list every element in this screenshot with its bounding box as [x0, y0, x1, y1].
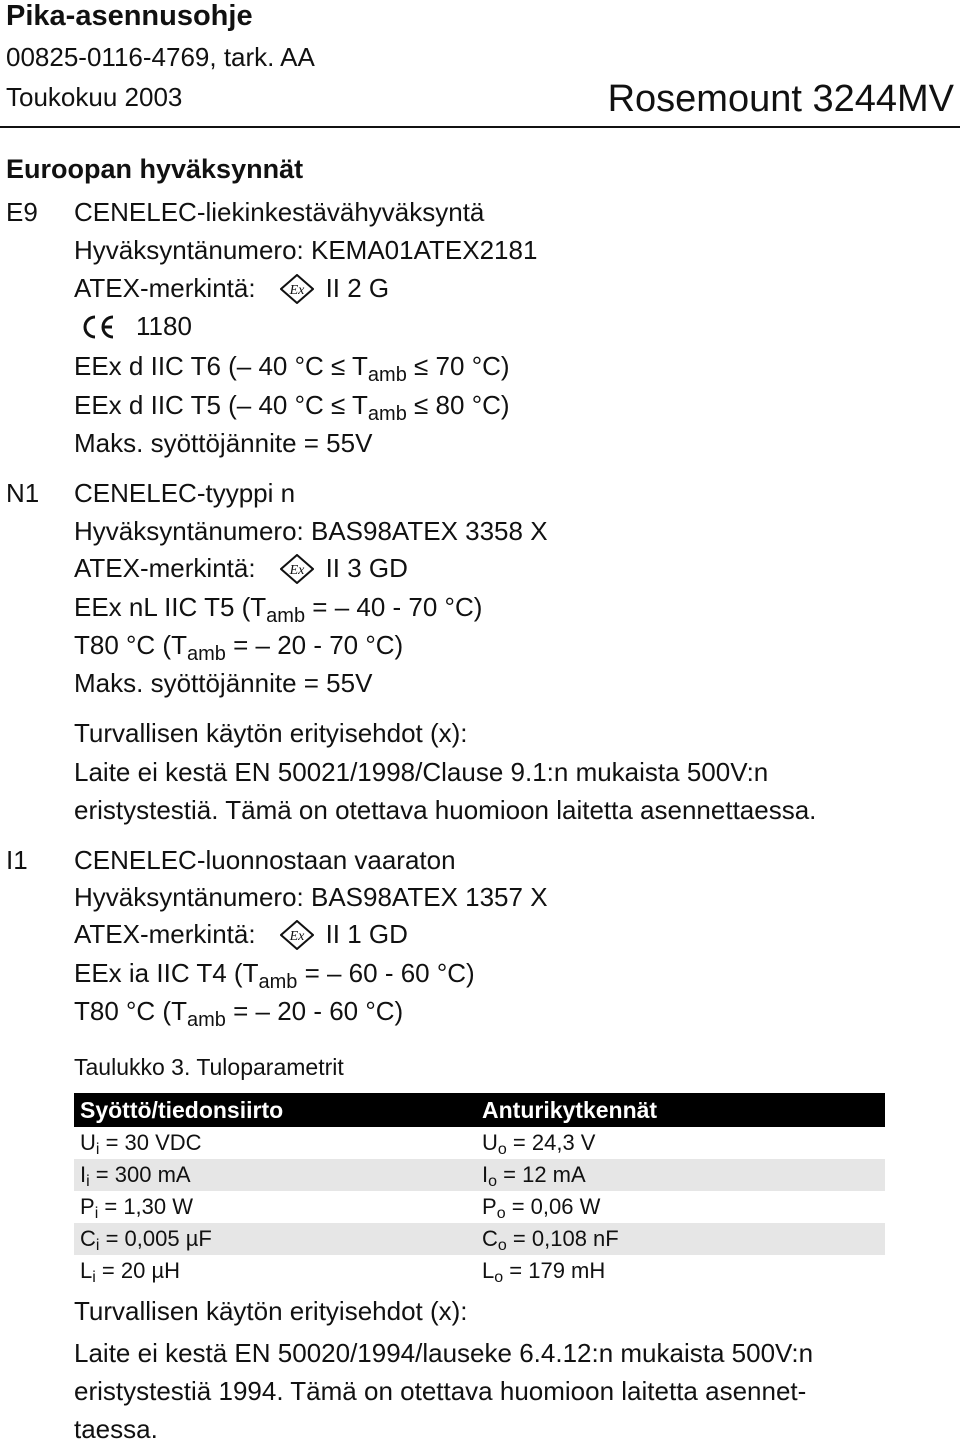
table-cell: $U_o = 24,3$ V: [482, 1130, 596, 1158]
e9-title: CENELEC-liekinkestävähyväksyntä: [74, 197, 485, 227]
approval-code-e9: E9: [6, 197, 38, 227]
document-number: 00825-0116-4769, tark. AA: [6, 42, 315, 72]
e9-max-voltage: Maks. syöttöjännite = 55V: [74, 428, 373, 458]
svg-text:Ex: Ex: [289, 563, 304, 578]
atex-value: II 1 GD: [325, 919, 408, 949]
document-title: Pika-asennusohje: [6, 0, 253, 32]
input-parameters-table: [74, 1093, 885, 1287]
table-row: [74, 1255, 885, 1287]
table-cell: $U_i = 30$ VDC: [80, 1130, 202, 1158]
atex-label: ATEX-merkintä:: [74, 273, 256, 303]
e9-approval-number: Hyväksyntänumero: KEMA01ATEX2181: [74, 235, 538, 265]
table-row: [74, 1159, 885, 1191]
table-row: [74, 1223, 885, 1255]
product-name: Rosemount 3244MV: [607, 78, 954, 120]
table-row: [74, 1127, 885, 1159]
approval-code-i1: I1: [6, 845, 28, 875]
i1-approval-number: Hyväksyntänumero: BAS98ATEX 1357 X: [74, 882, 548, 912]
table-header-row: [74, 1093, 885, 1127]
n1-approval-number: Hyväksyntänumero: BAS98ATEX 3358 X: [74, 516, 548, 546]
i1-special-conditions-line-3: taessa.: [74, 1414, 158, 1444]
n1-title: CENELEC-tyyppi n: [74, 478, 296, 508]
n1-temp-class-t80: T80 °C ($T_{amb}$ = – 20 - 70 °C): [74, 630, 404, 665]
svg-text:Ex: Ex: [289, 283, 304, 298]
n1-special-conditions-line-1: Laite ei kestä EN 50021/1998/Clause 9.1:n mukaista 500V:n: [74, 757, 769, 787]
i1-temp-class-t80: T80 °C ($T_{amb}$ = – 20 - 60 °C): [74, 996, 404, 1031]
e9-temp-class-t5: EEx d IIC T5 (– 40 $^\circ C \le T_{amb} \le 80$ °C): [74, 390, 510, 425]
table-cell: $P_i = 1,30$ W: [80, 1194, 194, 1222]
document-date: Toukokuu 2003: [6, 82, 183, 112]
approval-code-n1: N1: [6, 478, 40, 508]
i1-atex-marking: [74, 919, 408, 957]
n1-atex-marking: [74, 553, 408, 591]
table-cell: $L_o = 179$ mH: [482, 1258, 606, 1286]
table-cell: $I_o = 12$ mA: [476, 1159, 885, 1191]
ex-mark-icon: [280, 920, 314, 957]
table-cell: $C_i = 0,005$ µF: [74, 1223, 476, 1255]
column-header-sensor: Anturikytkennät: [476, 1093, 885, 1127]
atex-value: II 3 GD: [325, 553, 408, 583]
table-cell: $I_i = 300$ mA: [74, 1159, 476, 1191]
i1-special-conditions-line-2: eristystestiä 1994. Tämä on otettava huomioon laitetta asennet-: [74, 1376, 807, 1406]
atex-label: ATEX-merkintä:: [74, 919, 256, 949]
table-cell: $L_i = 20$ µH: [80, 1258, 181, 1286]
n1-special-conditions-title: Turvallisen käytön erityisehdot (x):: [74, 718, 468, 748]
table-caption: Taulukko 3. Tuloparametrit: [74, 1054, 344, 1080]
n1-special-conditions-line-2: eristystestiä. Tämä on otettava huomioon laitetta asennettaessa.: [74, 795, 817, 825]
i1-title: CENELEC-luonnostaan vaaraton: [74, 845, 456, 875]
ex-mark-icon: [280, 554, 314, 591]
svg-text:Ex: Ex: [289, 929, 304, 944]
table-row: [74, 1191, 885, 1223]
table-cell: $C_o = 0,108$ nF: [476, 1223, 885, 1255]
header-rule: [0, 126, 960, 128]
atex-value: II 2 G: [325, 273, 390, 303]
ce-number: 1180: [136, 311, 192, 341]
ce-mark-icon: [80, 314, 116, 347]
column-header-supply: Syöttö/tiedonsiirto: [74, 1093, 476, 1127]
ex-mark-icon: [280, 274, 314, 311]
atex-label: ATEX-merkintä:: [74, 553, 256, 583]
e9-ce-marking: [80, 311, 192, 347]
i1-special-conditions-title: Turvallisen käytön erityisehdot (x):: [74, 1296, 468, 1326]
e9-temp-class-t6: EEx d IIC T6 (– 40 $^\circ C \le T_{amb} \le 70$ °C): [74, 351, 510, 386]
i1-temp-class-t4: EEx ia IIC T4 ($T_{amb}$ = – 60 - 60 °C): [74, 958, 475, 993]
n1-temp-class-t5: EEx nL IIC T5 ($T_{amb}$ = – 40 - 70 °C): [74, 592, 483, 627]
e9-atex-marking: [74, 273, 389, 311]
i1-special-conditions-line-1: Laite ei kestä EN 50020/1994/lauseke 6.4.12:n mukaista 500V:n: [74, 1338, 814, 1368]
section-title: Euroopan hyväksynnät: [6, 154, 304, 184]
table-cell: $P_o = 0,06$ W: [482, 1194, 601, 1222]
n1-max-voltage: Maks. syöttöjännite = 55V: [74, 668, 373, 698]
